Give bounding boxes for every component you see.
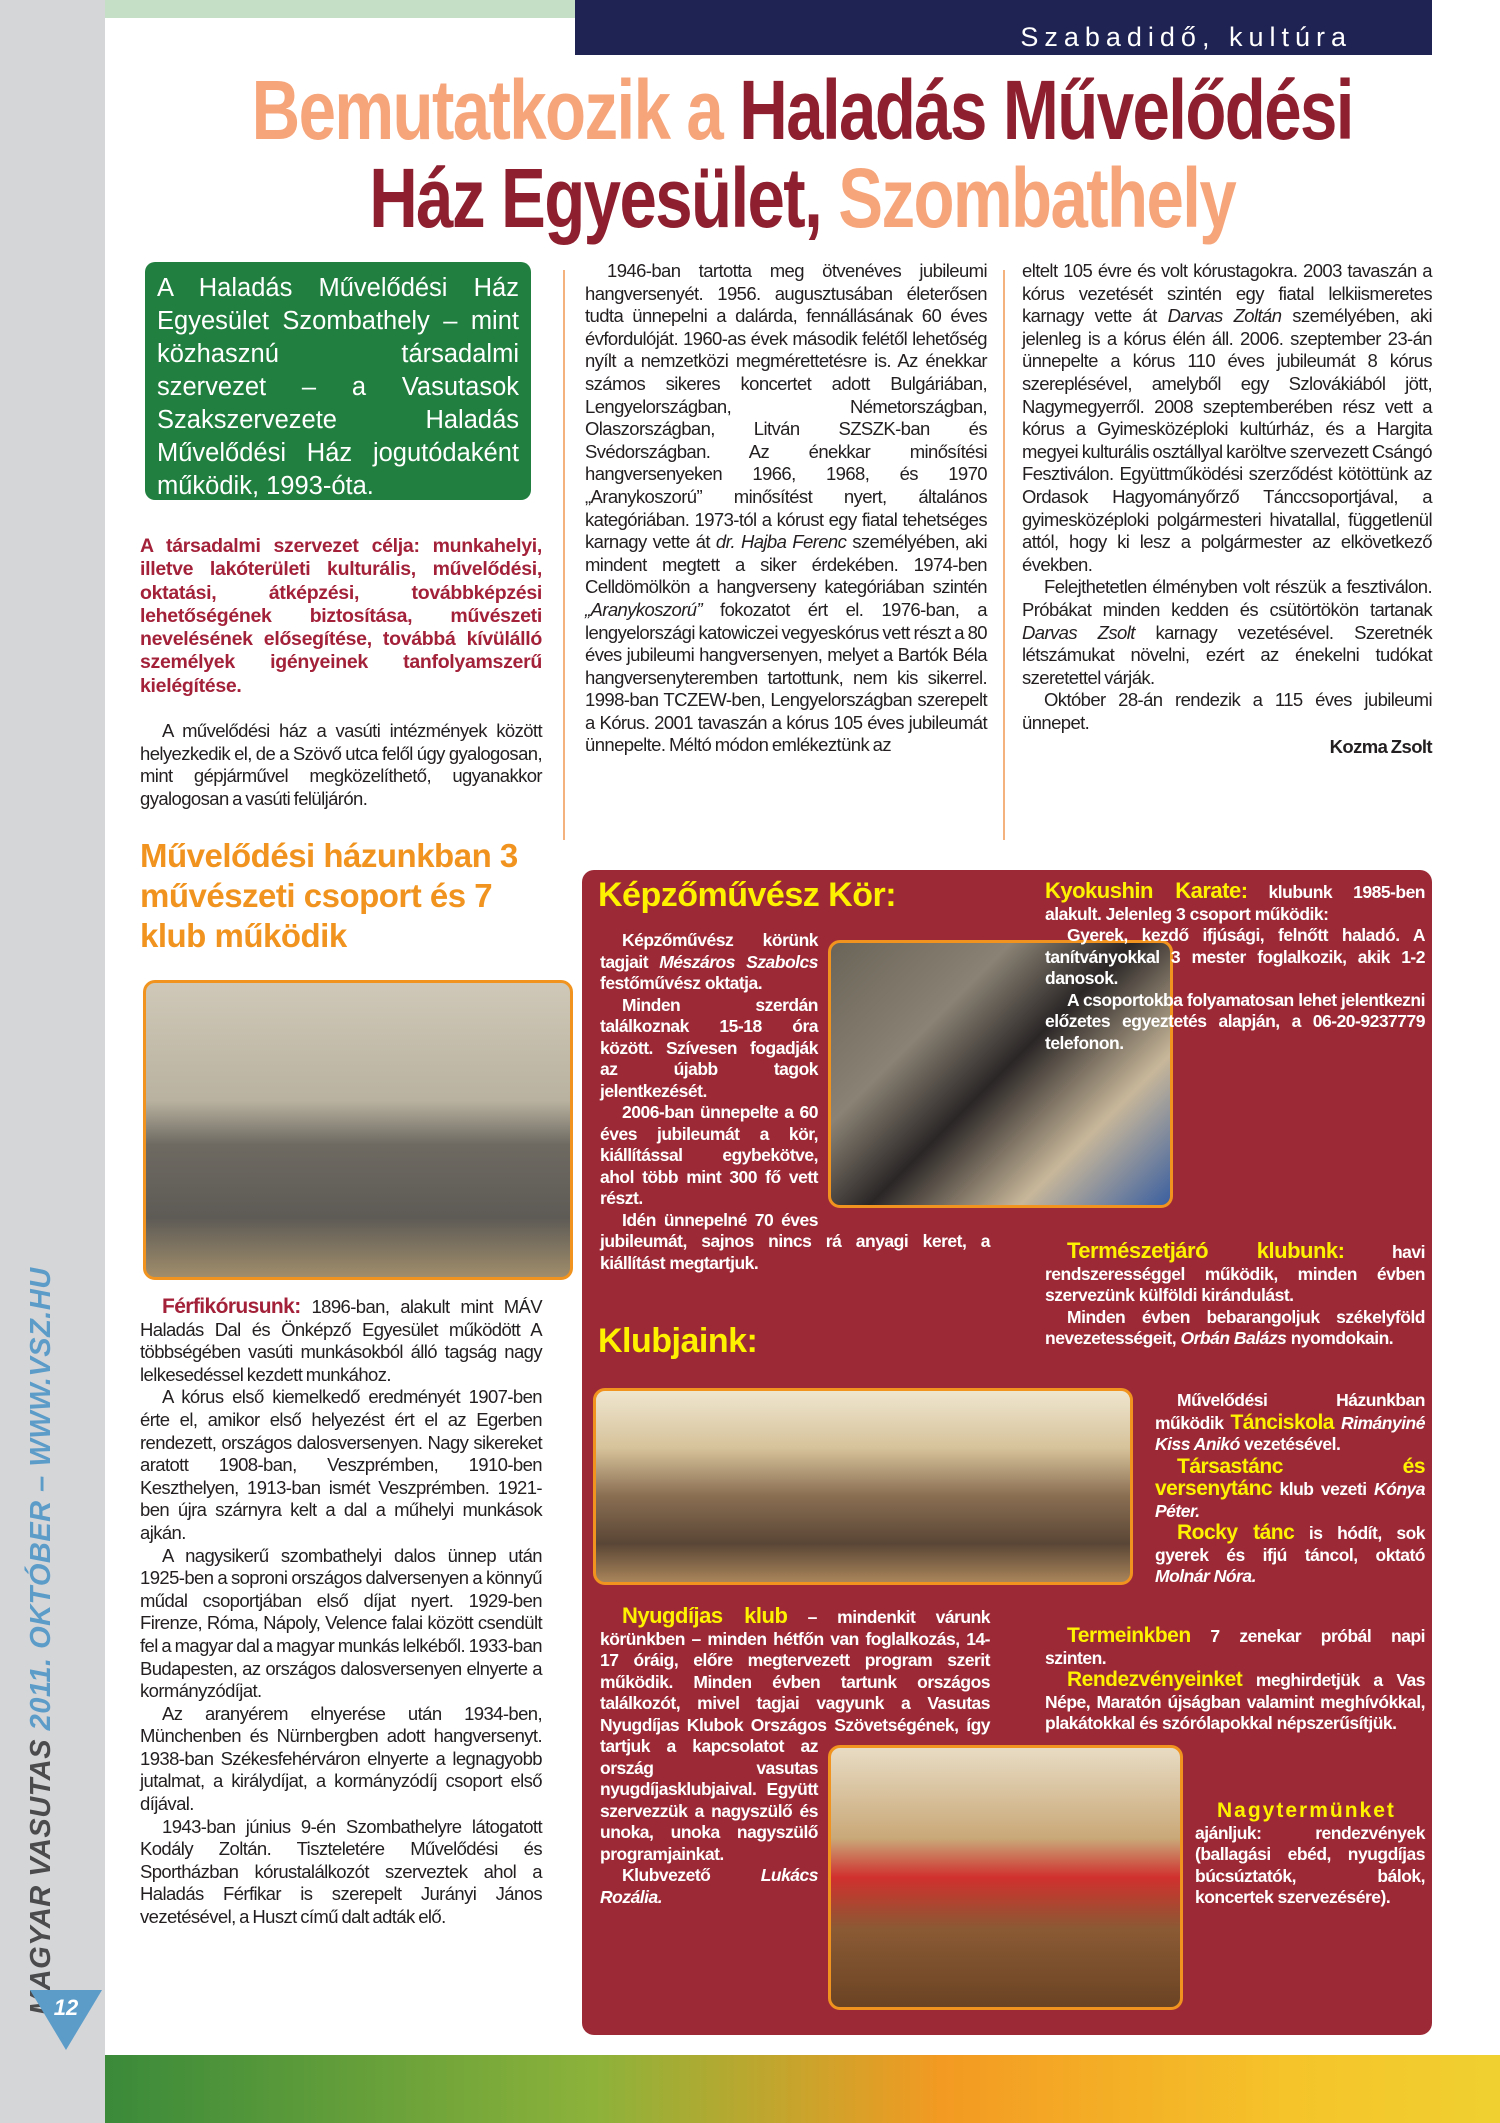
text: klubunk 1985-ben alakult. Jelenleg 3 csoport működik: [1045,882,1425,924]
text: 1896-ban, alakult mint MÁV Haladás Dal és Önképző Egyesület működött A többségében vasúti munkásokból álló tagság nagy lelkesedéssel kezdett munkához. [140,1296,542,1385]
person-name: Darvas Zsolt [1022,621,1135,643]
rehearsal-text [1045,1625,1425,1735]
paragraph: A csoportokba folyamatosan lehet jelentkezni előzetes egyeztetés alapján, a 06-20-9237779 telefonon. [1045,989,1425,1053]
person-name: Darvas Zoltán [1167,305,1282,327]
paragraph: 1943-ban június 9-én Szombathelyre látogatott Kodály Zoltán. Tiszteletére Művelődési és Sportházban kórustalálkozót szerveztek ahol a Haladás Férfikar is szerepelt Jurányi János vezetésével, a Huszt című dalt adták elő. [140,1815,542,1928]
bottom-gradient-band [105,2055,1500,2123]
clubs-heading: Művelődési házunkban 3 művészeti csoport és 7 klub működik [140,837,518,954]
text: karnagy vezetésével. Szeretnék létszámukat növelni, ezért az énekelni tudókat szeretettel várják. [1022,621,1432,688]
paragraph [1155,1456,1425,1523]
text: Klubvezető [622,1865,761,1885]
top-section-band [575,0,1432,55]
art-circle-text [600,930,990,1274]
events-label: Rendezvényeinket [1067,1668,1243,1691]
paragraph: Minden szerdán találkoznak 15-18 óra között. Szívesen fogadják az újabb tagok jelentkezését. [600,994,818,1101]
location-paragraph [140,720,542,810]
karate-text [1045,880,1425,1054]
paragraph [1045,880,1425,925]
title-part: Haladás Művelődési [739,63,1354,157]
lead-box: A Haladás Művelődési Ház Egyesület Szombathely – mint közhasznú társadalmi szervezet – a Vasutasok Szakszervezete Haladás Művelődési Ház jogutódaként működik, 1993-óta. [145,262,531,500]
paragraph: Idén ünnepelné 70 éves jubileumát, sajnos nincs rá anyagi keret, a kiállítást megtartjuk. [600,1209,990,1273]
person-name: Kónya Péter. [1155,1479,1425,1521]
text: 1946-ban tartotta meg ötvenéves jubileumi hangversenyét. 1956. augusztusában életerősen tudta ünnepelni a dalárda, fennállásának 60 éves évfordulóját. 1960-as évek második felétől lehetőség nyílt a nemzetközi megmérettetésre is. Az énekkar számos sikeres koncertet adott Bulgáriában, Lengyelországban, Németországban, Olaszországban, Litván SZSZK-ban és Svédországban. Az énekkar minősítési hangversenyeken 1966, 1968, és 1970 „Aranykoszorú” minősítést nyert, általános kategóriában. 1973-tól a kórust egy fiatal tehetséges karnagy vette át [585,260,987,553]
text: Képzőművész körünk tagjait [600,930,818,972]
author: Kozma Zsolt [1329,736,1432,758]
paragraph [585,260,987,757]
paragraph: Az aranyérem elnyerése után 1934-ben, Münchenben és Nürnbergben adott hangversenyt. 1938-ban Székesfehérváron elnyerte a legnagyobb jutalmat, a királydíjat, a kormányzódíj csoport első díjával. [140,1702,542,1815]
award-name: „Aranykoszorú” [585,598,703,620]
paragraph [140,1296,542,1386]
issue-date: 2011. OKTÓBER – [25,1475,57,1731]
text: havi rendszerességgel működik, minden évben szervezünk külföldi kirándulást. [1045,1242,1425,1305]
paragraph: A művelődési ház a vasúti intézmények között helyezkedik el, de a Szövő utca felől úgy gyalogosan, mint gépjárművel megközelíthető, ugyanakkor gyalogosan a vasúti felüljárón. [140,720,542,809]
text: meghirdetjük a Vas Népe, Maratón újságban valamint meghívókkal, plakátokkal és szórólapokkal népszerűsítjük. [1045,1670,1425,1733]
section-label: Szabadidő, kultúra [1020,22,1352,52]
choir-label: Férfikórusunk: [162,1295,301,1318]
paragraph: Gyerek, kezdő ifjúsági, felnőtt haladó. A tanítványokkal 3 mester foglalkozik, akik 1-2 danosok. [1045,925,1425,988]
text: eltelt 105 évre és volt kórustagokra. 2003 tavaszán a kórus vezetését szintén egy fiatal lelkiismeretes karnagy vette át [1022,260,1432,327]
text: – mindenkit várunk körünkben – minden hétfőn van foglalkozás, 14-17 óráig, előre megtervezett program szerit működik. Minden évben tartunk országos találkozót, mivel tagjai vagyunk a Vasutas Nyugdíjas Klubok Országos Szövetségének, így tartjuk a kapcsolatot az ország vasutas nyugdíjasklubjaival. Együtt szervezzük a nagyszülő és unoka, unoka nagyszülő programjainkat. [600,1607,990,1864]
hall-text [1195,1800,1425,1909]
column-divider [563,270,565,840]
page-number: 12 [53,1995,79,2020]
text: fokozatot ért el. 1976-ban, a lengyelországi katowiczei vegyeskórus vett részt a 80 éves jubileumi hangversenyen, melyet a Bartók Béla hangversenyteremben tartottunk, nem kis sikerrel. 1998-ban TCZEW-ben, Lengyelországban szerepelt a Kórus. 2001 tavaszán a kórus 105 éves jubileumát ünnepelte. Méltó módon emlékeztünk az [585,598,987,756]
person-name: Lukács Rozália. [600,1865,818,1907]
text: 7 zenekar próbál napi szinten. [1045,1626,1425,1668]
person-name: Molnár Nóra. [1155,1566,1256,1586]
text: klub vezeti [1272,1479,1375,1499]
paragraph [1022,576,1432,689]
photo-pensioners-club [593,1388,1133,1585]
hall-label: Nagytermünket [1217,1799,1396,1822]
text: festőművész oktatja. [600,973,763,993]
article-title-line-1 [105,62,1500,159]
rocky-label: Rocky tánc [1177,1521,1295,1544]
title-part: Bemutatkozik a [251,63,723,157]
top-green-band [105,0,575,18]
text: személyében, aki mindent megtett a siker érdekében. 1974-ben Celldömölkön a hangverseny kategóriában szintén [585,531,988,598]
person-name: Rimányiné Kiss Anikó [1155,1412,1425,1454]
photo-wrap-space [818,930,990,1215]
text: személyében, aki jelenleg is a kórus élén áll. 2006. szeptember 23-án ünnepelte a kórus 110 éves jubileumát 8 kórus szereplésével, amelyből egy Szlovákiából jött, Nagymegyerről. 2008 szeptemberében rész vett a kórus a Gyimesközéploki kultúrház, és a Hargita megyei kulturális osztállyal karöltve szervezett Csángó Fesztiválon. Együttműködési szerződést kötöttünk az Ordasok Hagyományőrző Tánccsoportjával, a gyimesközéploki polgármesteri hivatallal, függetlenül attól, hogy ki lesz a polgármester az elkövetkező években. [1022,305,1433,575]
pensioners-label: Nyugdíjas klub [622,1603,788,1628]
text: Minden évben bebarangoljuk székelyföld nevezetességeit, [1045,1306,1425,1348]
pensioners-text [600,1605,990,2025]
dance-school-label: Tánciskola [1230,1410,1334,1434]
column-3-text [1022,260,1432,759]
text: Művelődési Házunkban működik [1155,1390,1425,1433]
person-name: dr. Hajba Ferenc [715,531,847,553]
photo-wrap-space [818,1740,990,2025]
paragraph: A nagysikerű szombathelyi dalos ünnep után 1925-ben a soproni országos dalversenyen a könnyű műdal csoportjában első díjat nyert. 1929-ben Firenze, Róma, Nápoly, Velence falai között csendült fel a magyar dal a magyar munkás lelkéből. 1933-ban Budapesten, az országos dalosversenyen elnyerte a kormányzódíjat. [140,1544,542,1702]
aim-paragraph: A társadalmi szervezet célja: munkahelyi, illetve lakóterületi kulturális, művelődési, oktatási, átképzési, továbbképzési lehetőségének biztosítása, művészeti nevelésének elősegítése, továbbá kívülálló személyek igényeinek tanfolyamszerű kielégítése. [140,535,542,697]
title-part: Ház Egyesület, [369,151,822,245]
column-1-text [140,1296,542,1929]
hiking-label: Természetjáró klubunk: [1067,1238,1345,1263]
magazine-masthead-vertical [25,1267,75,2015]
photo-mens-choir [143,980,573,1280]
paragraph [1155,1390,1425,1456]
text: vezetésével. [1239,1434,1341,1454]
paragraph [1195,1800,1425,1909]
karate-label: Kyokushin Karate: [1045,878,1248,903]
title-part: Szombathely [838,151,1236,245]
ballroom-label: Társastánc és versenytánc [1155,1454,1425,1500]
paragraph [1045,1240,1425,1307]
hiking-text [1045,1240,1425,1350]
magazine-name: MAGYAR VASUTAS [25,1738,57,2015]
paragraph: Október 28-án rendezik a 115 éves jubileumi ünnepet. [1022,689,1432,733]
paragraph: 2006-ban ünnepelte a 60 éves jubileumát a kör, kiállítással egybekötve, ahol több mint 300 fő vett részt. [600,1102,818,1208]
person-name: Orbán Balázs [1180,1328,1287,1348]
paragraph [1022,260,1432,576]
paragraph: A kórus első kiemelkedő eredményét 1907-ben érte el, amikor első helyezést ért el az Egerben rendezett, országos dalosversenyen. Nagy sikereket aratott 1908-ban, Veszprémben, 1910-ben Keszthelyen, 1913-ban ismét Veszprémben. 1921-ben újra szárnyra kelt a dal a műhelyi munkások ajkán. [140,1386,542,1543]
art-circle-heading: Képzőművész Kör: [598,876,897,914]
text: nyomdokain. [1286,1328,1394,1348]
rooms-label: Termeinkben [1067,1624,1191,1647]
person-name: Mészáros Szabolcs [659,951,818,972]
column-2-text [585,260,987,757]
paragraph [1045,1307,1425,1350]
paragraph [1045,1669,1425,1735]
column-divider [1003,270,1005,840]
dance-text [1155,1390,1425,1588]
website-url[interactable]: WWW.VSZ.HU [25,1267,57,1467]
paragraph [1155,1522,1425,1588]
text: is hódít, sok gyerek és ifjú táncol, oktató [1155,1523,1425,1565]
text: ajánljuk: rendezvények (ballagási ebéd, nyugdíjas búcsúztatók, bálok, koncertek szervezésére). [1195,1822,1425,1907]
article-title-line-2 [105,150,1500,247]
paragraph [1045,1625,1425,1669]
text: Felejthetetlen élményben volt részük a fesztiválon. Próbákat minden kedden és csütörtökön tartanak [1022,576,1432,620]
clubs-heading-yellow: Klubjaink: [598,1322,758,1360]
